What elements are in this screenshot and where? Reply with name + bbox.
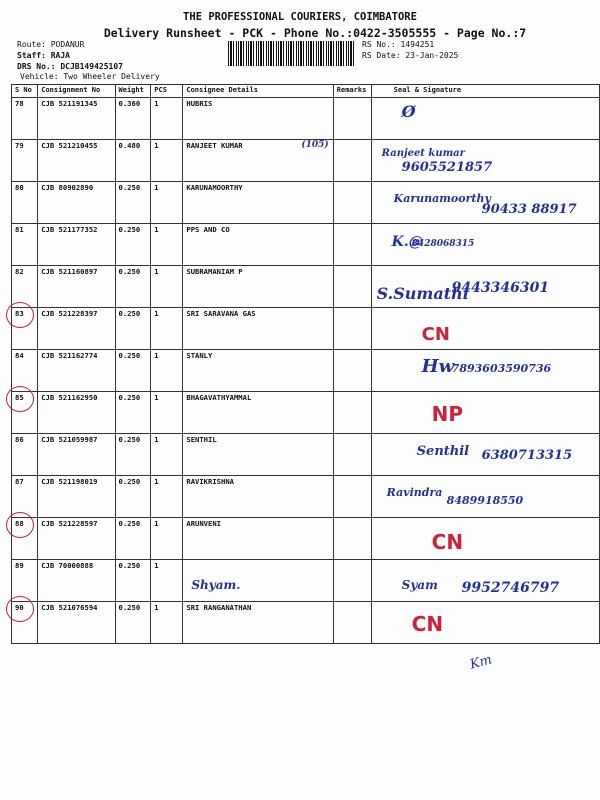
red-circle-mark (6, 596, 34, 622)
handwritten-phone: 9952746797 (461, 580, 560, 596)
status-mark: NP (431, 402, 464, 426)
route: Route: PODANUR (17, 40, 85, 49)
pcs: 1 (151, 350, 183, 392)
consignee: SRI RANGANATHAN (186, 603, 252, 612)
consignment-no: CJB 521076594 (38, 602, 115, 644)
signature-cell (371, 392, 599, 434)
consignment-no: CJB 521228397 (38, 308, 115, 350)
rs-date: RS Date: 23-Jan-2025 (362, 51, 459, 60)
consignee-cell (183, 224, 333, 266)
consignee: SUBRAMANIAM P (186, 267, 243, 276)
sno: 78 (15, 99, 24, 108)
pcs: 1 (151, 434, 183, 476)
remarks (333, 434, 371, 476)
table-row (12, 266, 600, 308)
consignment-no: CJB 521210455 (38, 140, 115, 182)
weight: 0.250 (115, 308, 151, 350)
remarks (333, 560, 371, 602)
consignee: PPS AND CO (186, 225, 230, 234)
consignee-cell (183, 308, 333, 350)
vehicle: Vehicle: Two Wheeler Delivery (20, 72, 160, 81)
sno-cell (12, 98, 38, 140)
sno: 83 (15, 309, 24, 318)
consignment-no: CJB 521191345 (38, 98, 115, 140)
table-row (12, 434, 600, 476)
consignment-no: CJB 521162950 (38, 392, 115, 434)
table-header (12, 85, 600, 98)
signature-cell (371, 98, 599, 140)
col-remarks: Remarks (333, 85, 371, 98)
document-subtitle: Delivery Runsheet - PCK - Phone No.:0422-3505555 - Page No.:7 (103, 26, 527, 40)
consignee-cell (183, 392, 333, 434)
col-consignment: Consignment No (38, 85, 115, 98)
remarks (333, 476, 371, 518)
remarks (333, 140, 371, 182)
consignee-cell (183, 140, 333, 182)
remarks (333, 308, 371, 350)
staff: Staff: RAJA (17, 51, 70, 60)
sno: 80 (15, 183, 24, 192)
handwritten-phone: 7893603590736 (451, 362, 552, 375)
consignee-cell (183, 182, 333, 224)
pcs: 1 (151, 224, 183, 266)
handwritten-phone: 9605521857 (401, 160, 493, 175)
consignment-no: CJB 80902890 (38, 182, 115, 224)
weight: 0.250 (115, 434, 151, 476)
sno-cell (12, 266, 38, 308)
weight: 0.250 (115, 182, 151, 224)
handwritten-signature: K.@ (391, 234, 423, 250)
table-row (12, 98, 600, 140)
runsheet-table (11, 84, 600, 644)
sno-cell (12, 392, 38, 434)
table-row (12, 308, 600, 350)
weight: 0.250 (115, 602, 151, 644)
signature-cell (371, 140, 599, 182)
consignee: SRI SARAVANA GAS (186, 309, 256, 318)
handwritten-note: Shyam. (191, 578, 241, 592)
table-row (12, 602, 600, 644)
pcs: 1 (151, 182, 183, 224)
handwritten-signature: S.Sumathi (376, 284, 469, 303)
weight: 0.480 (115, 140, 151, 182)
table-row (12, 392, 600, 434)
signature-cell (371, 434, 599, 476)
sno: 85 (15, 393, 24, 402)
consignee: RAVIKRISHNA (186, 477, 234, 486)
consignee-cell (183, 602, 333, 644)
consignee: STANLY (186, 351, 213, 360)
weight: 0.250 (115, 560, 151, 602)
status-mark: CN (411, 612, 444, 636)
consignee: SENTHIL (186, 435, 217, 444)
remarks (333, 518, 371, 560)
signature-cell (371, 518, 599, 560)
handwritten-signature: Ø (401, 102, 416, 121)
handwritten-signature: Syam (401, 578, 438, 592)
status-mark: CN (421, 324, 450, 345)
consignment-no: CJB 521228597 (38, 518, 115, 560)
consignment-no: CJB 521198019 (38, 476, 115, 518)
pcs: 1 (151, 308, 183, 350)
handwritten-signature: Hw (421, 356, 455, 377)
consignee-cell (183, 266, 333, 308)
footer-signature: Km (468, 652, 494, 673)
consignee-cell (183, 560, 333, 602)
handwritten-phone: 9443346301 (451, 280, 550, 296)
sno-cell (12, 182, 38, 224)
consignee-cell (183, 350, 333, 392)
red-circle-mark (6, 386, 34, 412)
pcs: 1 (151, 140, 183, 182)
consignee: ARUNVENI (186, 519, 221, 528)
weight: 0.250 (115, 266, 151, 308)
consignee-cell (183, 98, 333, 140)
pcs: 1 (151, 560, 183, 602)
table-row (12, 518, 600, 560)
table-row (12, 140, 600, 182)
pcs: 1 (151, 266, 183, 308)
weight: 0.250 (115, 518, 151, 560)
signature-cell (371, 560, 599, 602)
consignee: BHAGAVATHYAMMAL (186, 393, 252, 402)
sno-cell (12, 518, 38, 560)
weight: 0.250 (115, 224, 151, 266)
pcs: 1 (151, 518, 183, 560)
table-row (12, 560, 600, 602)
handwritten-phone: 8489918550 (446, 494, 524, 507)
barcode (228, 41, 355, 66)
signature-cell (371, 350, 599, 392)
consignee: KARUNAMOORTHY (186, 183, 243, 192)
red-circle-mark (6, 302, 34, 328)
drs-number: DRS No.: DCJB149425107 (17, 62, 123, 71)
sno: 82 (15, 267, 24, 276)
weight: 0.250 (115, 392, 151, 434)
sno-cell (12, 434, 38, 476)
status-mark: CN (431, 530, 464, 554)
sno: 87 (15, 477, 24, 486)
col-weight: Weight (115, 85, 151, 98)
consignee: RANJEET KUMAR (186, 141, 243, 150)
weight: 0.250 (115, 476, 151, 518)
rs-number: RS No.: 1494251 (362, 40, 435, 49)
remarks (333, 224, 371, 266)
sno: 86 (15, 435, 24, 444)
sno: 90 (15, 603, 24, 612)
handwritten-phone: 6380713315 (481, 448, 573, 463)
table-row (12, 350, 600, 392)
consignee: HUBRIS (186, 99, 213, 108)
weight: 0.250 (115, 350, 151, 392)
pcs: 1 (151, 476, 183, 518)
consignee-cell (183, 434, 333, 476)
sno-cell (12, 224, 38, 266)
table-row (12, 224, 600, 266)
sno-cell (12, 560, 38, 602)
sno-cell (12, 350, 38, 392)
sno-cell (12, 476, 38, 518)
remarks (333, 266, 371, 308)
pcs: 1 (151, 392, 183, 434)
col-pcs: PCS (151, 85, 183, 98)
consignment-no: CJB 70000888 (38, 560, 115, 602)
signature-cell (371, 266, 599, 308)
sno: 81 (15, 225, 24, 234)
remarks (333, 350, 371, 392)
signature-cell (371, 182, 599, 224)
sno-cell (12, 140, 38, 182)
remarks (333, 182, 371, 224)
sno: 84 (15, 351, 24, 360)
pcs: 1 (151, 602, 183, 644)
remarks (333, 602, 371, 644)
handwritten-signature: Karunamoorthy (393, 192, 491, 205)
sno: 88 (15, 519, 24, 528)
consignment-no: CJB 521177352 (38, 224, 115, 266)
weight: 0.360 (115, 98, 151, 140)
consignment-no: CJB 521160897 (38, 266, 115, 308)
remarks (333, 98, 371, 140)
sno-cell (12, 602, 38, 644)
handwritten-phone: 90433 88917 (481, 202, 577, 217)
col-signature: Seal & Signature (371, 85, 599, 98)
handwritten-signature: Ravindra (386, 486, 443, 499)
red-circle-mark (6, 512, 34, 538)
consignee-cell (183, 518, 333, 560)
consignment-no: CJB 521059987 (38, 434, 115, 476)
col-sno: S No (12, 85, 38, 98)
consignee-cell (183, 476, 333, 518)
handwritten-phone: 8428068315 (411, 239, 475, 249)
col-consignee: Consignee Details (183, 85, 333, 98)
table-row (12, 182, 600, 224)
signature-cell (371, 602, 599, 644)
handwritten-signature: Ranjeet kumar (381, 148, 465, 159)
sno-cell (12, 308, 38, 350)
sno: 79 (15, 141, 24, 150)
pcs: 1 (151, 98, 183, 140)
handwritten-signature: Senthil (416, 444, 470, 459)
signature-cell (371, 224, 599, 266)
signature-cell (371, 476, 599, 518)
remarks (333, 392, 371, 434)
table-row (12, 476, 600, 518)
document-title: THE PROFESSIONAL COURIERS, COIMBATORE (183, 11, 417, 23)
sno: 89 (15, 561, 24, 570)
signature-cell (371, 308, 599, 350)
handwritten-note: (105) (301, 140, 329, 150)
consignment-no: CJB 521162774 (38, 350, 115, 392)
